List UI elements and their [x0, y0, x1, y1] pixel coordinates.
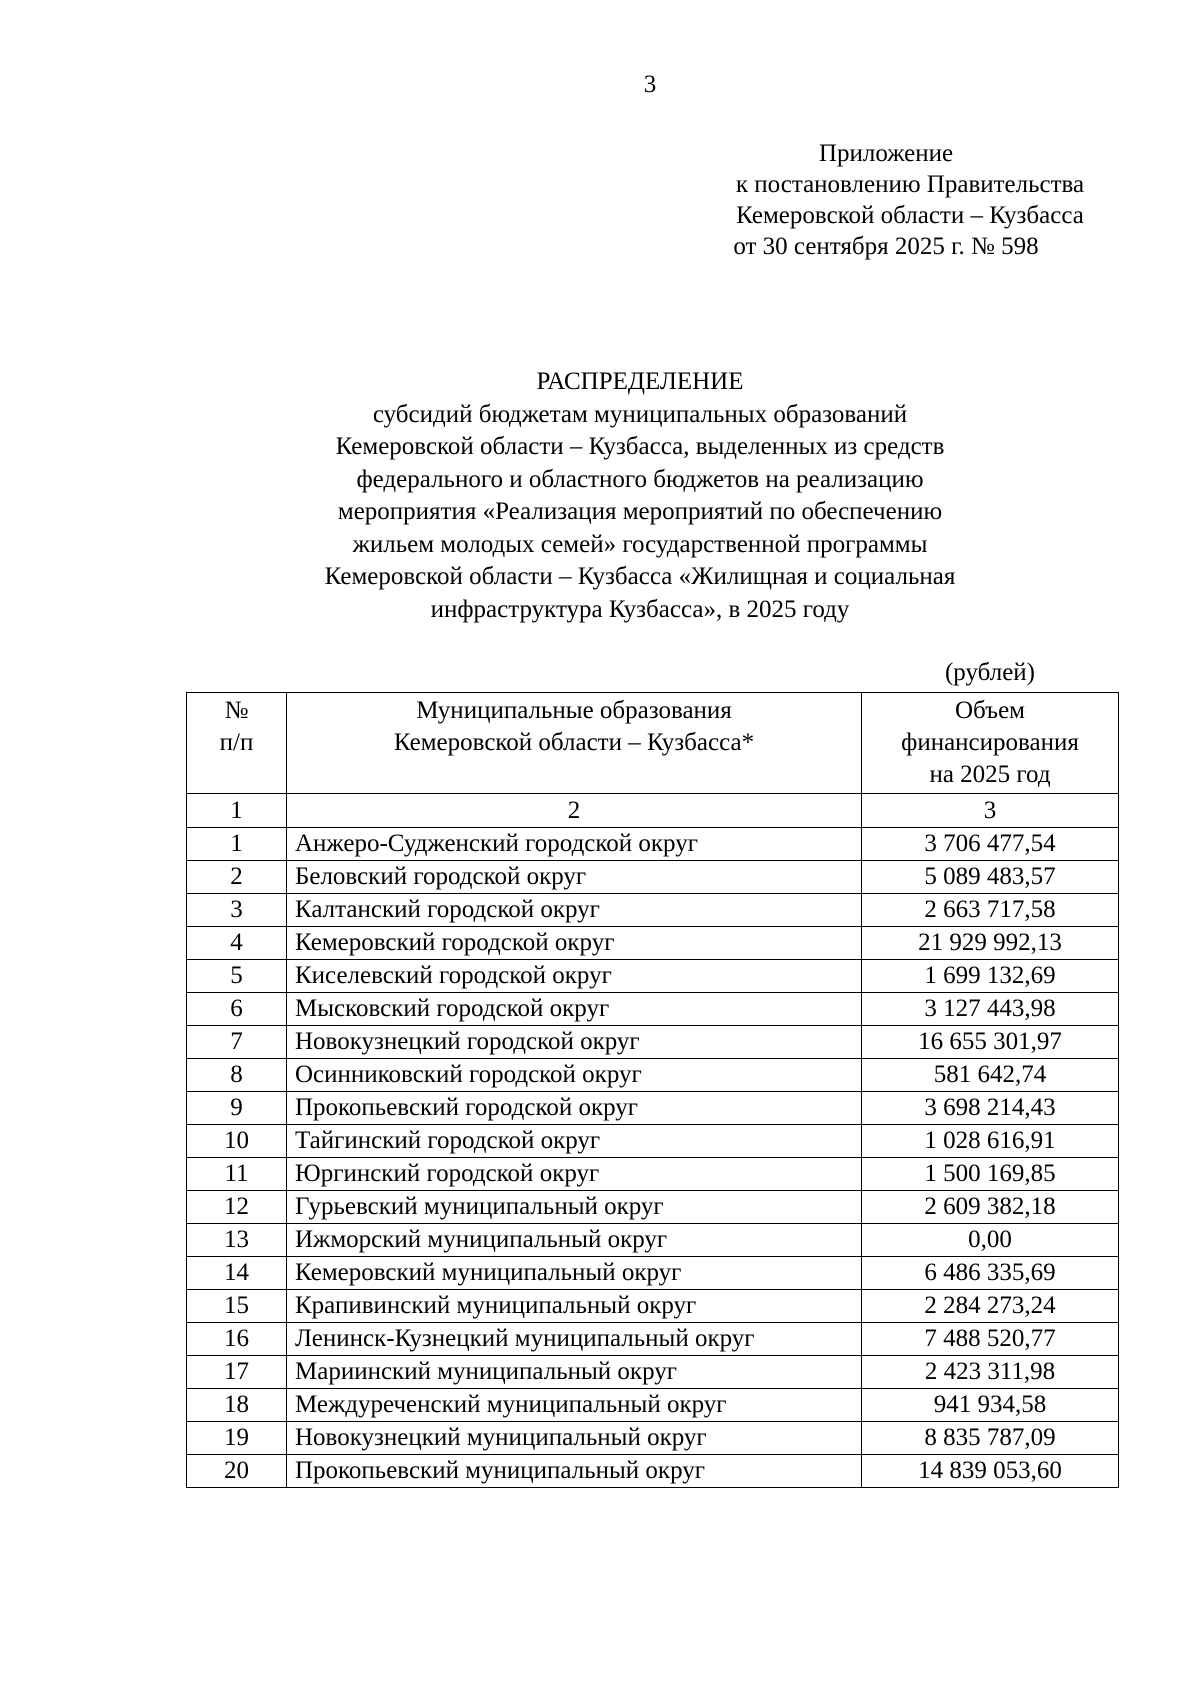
municipality-name: Калтанский городской округ	[287, 894, 862, 927]
header-amount-line: Объем	[955, 697, 1025, 724]
title-line: Кемеровской области – Кузбасса, выделенных из средств	[335, 433, 945, 460]
row-number: 2	[187, 861, 287, 894]
row-number: 16	[187, 1323, 287, 1356]
municipality-name: Мысковский городской округ	[287, 993, 862, 1026]
municipality-name: Мариинский муниципальный округ	[287, 1356, 862, 1389]
row-number: 8	[187, 1059, 287, 1092]
municipality-name: Новокузнецкий городской округ	[287, 1026, 862, 1059]
municipality-name: Кемеровский муниципальный округ	[287, 1257, 862, 1290]
table-row	[187, 1125, 1119, 1158]
table-row	[187, 1092, 1119, 1125]
table-row	[187, 828, 1119, 861]
municipality-name: Кемеровский городской округ	[287, 927, 862, 960]
header-amount	[862, 693, 1119, 794]
funding-amount: 941 934,58	[862, 1389, 1119, 1422]
municipality-name: Ижморский муниципальный округ	[287, 1224, 862, 1257]
header-number-line: п/п	[219, 729, 254, 756]
document-title	[240, 366, 1040, 626]
table-row	[187, 927, 1119, 960]
header-municipality-line: Кемеровской области – Кузбасса*	[393, 729, 755, 756]
municipality-name: Анжеро-Судженский городской округ	[287, 828, 862, 861]
row-number: 14	[187, 1257, 287, 1290]
funding-amount: 2 423 311,98	[862, 1356, 1119, 1389]
funding-amount: 3 698 214,43	[862, 1092, 1119, 1125]
municipality-name: Юргинский городской округ	[287, 1158, 862, 1191]
funding-amount: 1 500 169,85	[862, 1158, 1119, 1191]
distribution-table	[186, 692, 1119, 1488]
table-row	[187, 1422, 1119, 1455]
table-row	[187, 894, 1119, 927]
title-line: субсидий бюджетам муниципальных образований	[372, 400, 908, 428]
funding-amount: 2 609 382,18	[862, 1191, 1119, 1224]
column-number: 3	[862, 794, 1119, 828]
table-header-row	[187, 693, 1119, 794]
approval-line: от 30 сентября 2025 г. № 598	[733, 233, 1039, 260]
municipality-name: Тайгинский городской округ	[287, 1125, 862, 1158]
funding-amount: 16 655 301,97	[862, 1026, 1119, 1059]
row-number: 10	[187, 1125, 287, 1158]
funding-amount: 0,00	[862, 1224, 1119, 1257]
header-amount-line: финансирования	[901, 729, 1079, 756]
header-municipality-line: Муниципальные образования	[416, 697, 732, 724]
row-number: 19	[187, 1422, 287, 1455]
funding-amount: 3 706 477,54	[862, 828, 1119, 861]
title-line: федерального и областного бюджетов на реализацию	[356, 465, 924, 493]
municipality-name: Киселевский городской округ	[287, 960, 862, 993]
funding-amount: 6 486 335,69	[862, 1257, 1119, 1290]
municipality-name: Междуреченский муниципальный округ	[287, 1389, 862, 1422]
funding-amount: 8 835 787,09	[862, 1422, 1119, 1455]
table-body	[187, 828, 1119, 1488]
municipality-name: Ленинск-Кузнецкий муниципальный округ	[287, 1323, 862, 1356]
table-row	[187, 1191, 1119, 1224]
table-row	[187, 1323, 1119, 1356]
municipality-name: Беловский городской округ	[287, 861, 862, 894]
table-row	[187, 1290, 1119, 1323]
municipality-name: Прокопьевский городской округ	[287, 1092, 862, 1125]
table-row	[187, 960, 1119, 993]
table-row	[187, 1059, 1119, 1092]
municipality-name: Крапивинский муниципальный округ	[287, 1290, 862, 1323]
table-row	[187, 1158, 1119, 1191]
table-row	[187, 1389, 1119, 1422]
row-number: 3	[187, 894, 287, 927]
table-row	[187, 1224, 1119, 1257]
row-number: 9	[187, 1092, 287, 1125]
funding-amount: 5 089 483,57	[862, 861, 1119, 894]
row-number: 1	[187, 828, 287, 861]
table-row	[187, 993, 1119, 1026]
municipality-name: Гурьевский муниципальный округ	[287, 1191, 862, 1224]
approval-block	[700, 138, 1120, 262]
row-number: 20	[187, 1455, 287, 1488]
row-number: 7	[187, 1026, 287, 1059]
table-row	[187, 1455, 1119, 1488]
approval-line: Приложение	[818, 140, 954, 167]
header-number	[187, 693, 287, 794]
funding-amount: 14 839 053,60	[862, 1455, 1119, 1488]
row-number: 17	[187, 1356, 287, 1389]
title-line: мероприятия «Реализация мероприятий по обеспечению	[337, 498, 943, 525]
table-row	[187, 861, 1119, 894]
header-number-line: №	[224, 697, 249, 724]
funding-amount: 2 284 273,24	[862, 1290, 1119, 1323]
municipality-name: Осинниковский городской округ	[287, 1059, 862, 1092]
header-municipality	[287, 693, 862, 794]
table-row	[187, 1026, 1119, 1059]
row-number: 13	[187, 1224, 287, 1257]
funding-amount: 1 699 132,69	[862, 960, 1119, 993]
row-number: 5	[187, 960, 287, 993]
page-number: 3	[643, 71, 657, 98]
title-line: жильем молодых семей» государственной программы	[352, 530, 928, 558]
title-line: Кемеровской области – Кузбасса «Жилищная и социальная	[324, 563, 956, 590]
header-amount-line: на 2025 год	[929, 761, 1051, 788]
row-number: 12	[187, 1191, 287, 1224]
row-number: 11	[187, 1158, 287, 1191]
funding-amount: 2 663 717,58	[862, 894, 1119, 927]
funding-amount: 21 929 992,13	[862, 927, 1119, 960]
approval-line: к постановлению Правительства	[735, 171, 1085, 198]
row-number: 15	[187, 1290, 287, 1323]
approval-line: Кемеровской области – Кузбасса	[736, 202, 1084, 229]
municipality-name: Новокузнецкий муниципальный округ	[287, 1422, 862, 1455]
column-numbering-row	[187, 794, 1119, 828]
funding-amount: 7 488 520,77	[862, 1323, 1119, 1356]
municipality-name: Прокопьевский муниципальный округ	[287, 1455, 862, 1488]
funding-amount: 1 028 616,91	[862, 1125, 1119, 1158]
funding-amount: 581 642,74	[862, 1059, 1119, 1092]
units-label: (рублей)	[944, 659, 1036, 686]
column-number: 1	[187, 794, 287, 828]
table-row	[187, 1257, 1119, 1290]
funding-amount: 3 127 443,98	[862, 993, 1119, 1026]
table-row	[187, 1356, 1119, 1389]
column-number: 2	[287, 794, 862, 828]
title-heading: РАСПРЕДЕЛЕНИЕ	[536, 368, 744, 395]
row-number: 4	[187, 927, 287, 960]
row-number: 18	[187, 1389, 287, 1422]
row-number: 6	[187, 993, 287, 1026]
title-line: инфраструктура Кузбасса», в 2025 году	[430, 595, 850, 623]
